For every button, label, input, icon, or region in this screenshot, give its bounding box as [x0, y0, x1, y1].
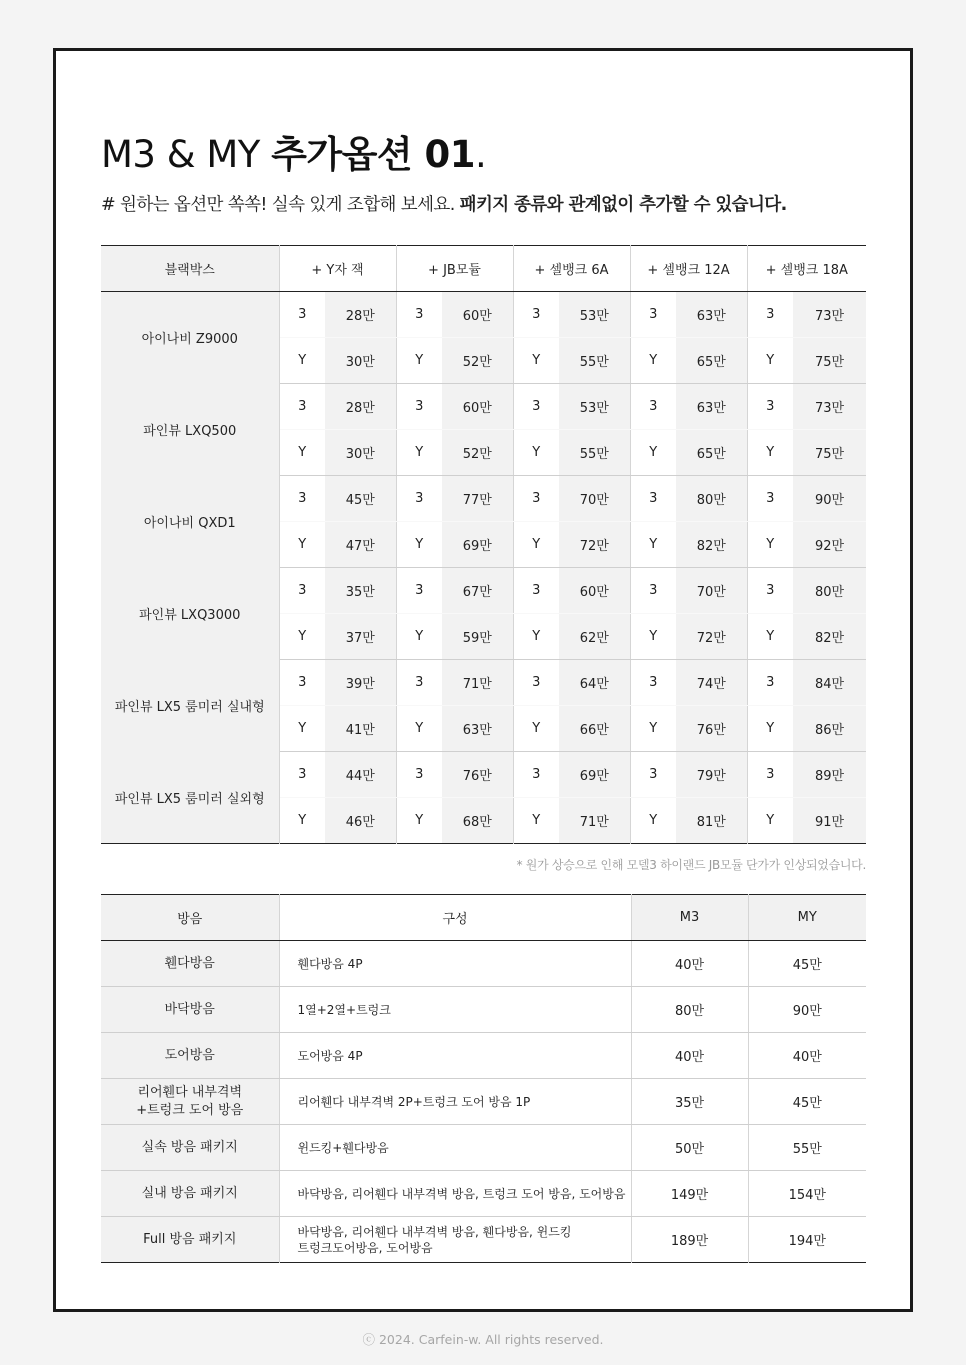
type-label: Y [279, 522, 325, 568]
product-name: 파인뷰 LXQ500 [101, 384, 279, 476]
price-cell: 81만 [676, 798, 747, 844]
price-cell: 69만 [442, 522, 513, 568]
table-row [101, 1217, 866, 1263]
type-label: Y [747, 522, 793, 568]
soundproof-table-body [101, 941, 866, 1263]
type-label: 3 [513, 476, 559, 522]
price-cell: 35만 [325, 568, 396, 614]
type-label: Y [396, 614, 442, 660]
soundproof-name-line: Full 방음 패키지 [143, 1231, 237, 1247]
table-row [101, 1125, 866, 1171]
price-cell: 70만 [676, 568, 747, 614]
price-cell: 60만 [442, 292, 513, 338]
type-label: 3 [630, 292, 676, 338]
type-label: Y [630, 614, 676, 660]
price-cell: 37만 [325, 614, 396, 660]
price-cell: 41만 [325, 706, 396, 752]
soundproof-name-line: 바닥방음 [164, 1001, 215, 1017]
price-cell: 62만 [559, 614, 630, 660]
price-cell: 55만 [559, 430, 630, 476]
type-label: Y [279, 798, 325, 844]
price-cell: 68만 [442, 798, 513, 844]
price-cell: 28만 [325, 384, 396, 430]
composition-cell [279, 987, 631, 1033]
table-row [101, 476, 866, 522]
type-label: 3 [747, 476, 793, 522]
type-label: Y [279, 614, 325, 660]
my-price: 90만 [748, 987, 866, 1033]
price-cell: 69만 [559, 752, 630, 798]
price-cell: 28만 [325, 292, 396, 338]
soundproof-name-line: 휀다방음 [164, 955, 215, 971]
table-row [101, 1079, 866, 1125]
price-cell: 73만 [793, 384, 866, 430]
my-price: 154만 [748, 1171, 866, 1217]
m3-price: 40만 [631, 1033, 748, 1079]
price-cell: 64만 [559, 660, 630, 706]
price-cell: 75만 [793, 338, 866, 384]
m3-price: 50만 [631, 1125, 748, 1171]
table-row [101, 941, 866, 987]
type-label: Y [279, 706, 325, 752]
header-composition: 구성 [279, 895, 631, 941]
type-label: 3 [747, 752, 793, 798]
type-label: 3 [279, 660, 325, 706]
type-label: 3 [279, 384, 325, 430]
type-label: 3 [279, 568, 325, 614]
price-cell: 44만 [325, 752, 396, 798]
type-label: Y [396, 706, 442, 752]
type-label: Y [747, 338, 793, 384]
m3-price: 80만 [631, 987, 748, 1033]
blackbox-table-body [101, 292, 866, 844]
table-row [101, 384, 866, 430]
type-label: 3 [630, 384, 676, 430]
price-cell: 76만 [442, 752, 513, 798]
price-cell: 80만 [793, 568, 866, 614]
price-cell: 63만 [676, 384, 747, 430]
composition-cell [279, 1033, 631, 1079]
price-cell: 65만 [676, 338, 747, 384]
type-label: Y [630, 522, 676, 568]
price-cell: 63만 [676, 292, 747, 338]
header-soundproof: 방음 [101, 895, 279, 941]
type-label: 3 [630, 660, 676, 706]
type-label: 3 [396, 752, 442, 798]
type-label: 3 [396, 292, 442, 338]
type-label: 3 [747, 660, 793, 706]
price-cell: 77만 [442, 476, 513, 522]
price-cell: 65만 [676, 430, 747, 476]
subtitle-bold: 패키지 종류와 관계없이 추가할 수 있습니다. [459, 195, 787, 215]
composition-cell [279, 1125, 631, 1171]
price-cell: 63만 [442, 706, 513, 752]
price-cell: 53만 [559, 384, 630, 430]
table-row [101, 660, 866, 706]
price-cell: 72만 [559, 522, 630, 568]
price-cell: 75만 [793, 430, 866, 476]
my-price: 45만 [748, 941, 866, 987]
type-label: 3 [513, 292, 559, 338]
type-label: Y [513, 430, 559, 476]
type-label: Y [630, 430, 676, 476]
table-row [101, 752, 866, 798]
header-m3: M3 [631, 895, 748, 941]
table-row [101, 1171, 866, 1217]
composition-line: 트렁크도어방음, 도어방음 [297, 1240, 433, 1255]
soundproof-name [101, 987, 279, 1033]
composition-line: 바닥방음, 리어휀다 내부격벽 방음, 휀다방음, 윈드킹 [297, 1224, 572, 1239]
type-label: Y [396, 430, 442, 476]
type-label: 3 [630, 476, 676, 522]
subtitle-regular: # 원하는 옵션만 쏙쏙! 실속 있게 조합해 보세요. [101, 195, 460, 215]
type-label: Y [513, 522, 559, 568]
title-dot: . [474, 133, 487, 176]
type-label: Y [747, 614, 793, 660]
type-label: 3 [630, 568, 676, 614]
type-label: 3 [747, 568, 793, 614]
price-cell: 70만 [559, 476, 630, 522]
product-name: 파인뷰 LX5 룸미러 실내형 [101, 660, 279, 752]
table-row [101, 987, 866, 1033]
header-cellbank-6a: + 셀뱅크 6A [513, 246, 630, 292]
soundproof-name-line: +트렁크 도어 방음 [136, 1102, 244, 1118]
type-label: 3 [396, 476, 442, 522]
soundproof-name-line: 실속 방음 패키지 [141, 1139, 238, 1155]
my-price: 40만 [748, 1033, 866, 1079]
type-label: Y [279, 338, 325, 384]
m3-price: 35만 [631, 1079, 748, 1125]
table-row [101, 1033, 866, 1079]
composition-line: 바닥방음, 리어휀다 내부격벽 방음, 트렁크 도어 방음, 도어방음 [297, 1186, 626, 1201]
type-label: 3 [396, 384, 442, 430]
my-price: 55만 [748, 1125, 866, 1171]
price-cell: 55만 [559, 338, 630, 384]
price-cell: 46만 [325, 798, 396, 844]
header-blackbox: 블랙박스 [101, 246, 279, 292]
type-label: 3 [630, 752, 676, 798]
soundproof-name-line: 도어방음 [164, 1047, 215, 1063]
type-label: 3 [513, 568, 559, 614]
type-label: 3 [396, 660, 442, 706]
price-cell: 91만 [793, 798, 866, 844]
soundproof-name-line: 실내 방음 패키지 [141, 1185, 238, 1201]
product-name: 아이나비 QXD1 [101, 476, 279, 568]
header-cellbank-18a: + 셀뱅크 18A [747, 246, 866, 292]
price-cell: 82만 [676, 522, 747, 568]
soundproof-table [101, 894, 866, 1263]
price-cell: 67만 [442, 568, 513, 614]
m3-price: 149만 [631, 1171, 748, 1217]
composition-line: 도어방음 4P [297, 1048, 363, 1063]
soundproof-header-row [101, 895, 866, 941]
type-label: 3 [279, 292, 325, 338]
blackbox-table [101, 245, 866, 844]
price-cell: 71만 [559, 798, 630, 844]
type-label: Y [630, 798, 676, 844]
product-name: 파인뷰 LX5 룸미러 실외형 [101, 752, 279, 844]
table-row [101, 568, 866, 614]
price-cell: 90만 [793, 476, 866, 522]
type-label: Y [513, 798, 559, 844]
price-cell: 80만 [676, 476, 747, 522]
m3-price: 40만 [631, 941, 748, 987]
my-price: 45만 [748, 1079, 866, 1125]
header-jb-module: + JB모듈 [396, 246, 513, 292]
price-note: * 원가 상승으로 인해 모델3 하이랜드 JB모듈 단가가 인상되었습니다. [516, 858, 866, 872]
type-label: Y [396, 338, 442, 384]
price-cell: 72만 [676, 614, 747, 660]
type-label: Y [630, 706, 676, 752]
composition-cell [279, 1079, 631, 1125]
type-label: Y [630, 338, 676, 384]
type-label: 3 [747, 292, 793, 338]
title-bold: 추가옵션 01 [271, 133, 475, 176]
price-cell: 66만 [559, 706, 630, 752]
type-label: 3 [279, 476, 325, 522]
price-cell: 79만 [676, 752, 747, 798]
header-my: MY [748, 895, 866, 941]
composition-cell [279, 1217, 631, 1263]
price-cell: 76만 [676, 706, 747, 752]
page-title [101, 131, 486, 179]
product-name: 아이나비 Z9000 [101, 292, 279, 384]
type-label: Y [513, 614, 559, 660]
soundproof-name-line: 리어휀다 내부격벽 [137, 1084, 243, 1100]
price-cell: 74만 [676, 660, 747, 706]
composition-line: 휀다방음 4P [297, 956, 363, 971]
header-cellbank-12a: + 셀뱅크 12A [630, 246, 747, 292]
price-cell: 30만 [325, 430, 396, 476]
product-name: 파인뷰 LXQ3000 [101, 568, 279, 660]
price-cell: 86만 [793, 706, 866, 752]
content-frame [53, 48, 913, 1312]
type-label: 3 [513, 660, 559, 706]
price-cell: 47만 [325, 522, 396, 568]
price-cell: 59만 [442, 614, 513, 660]
soundproof-name [101, 1079, 279, 1125]
price-cell: 53만 [559, 292, 630, 338]
copyright-footer: ⓒ 2024. Carfein-w. All rights reserved. [362, 1332, 604, 1347]
composition-cell [279, 941, 631, 987]
soundproof-name [101, 941, 279, 987]
type-label: Y [747, 430, 793, 476]
table-row [101, 292, 866, 338]
type-label: Y [747, 798, 793, 844]
type-label: Y [513, 706, 559, 752]
soundproof-name [101, 1033, 279, 1079]
price-cell: 73만 [793, 292, 866, 338]
soundproof-name [101, 1217, 279, 1263]
composition-line: 윈드킹+휀다방음 [297, 1140, 389, 1155]
header-y-jack: + Y자 잭 [279, 246, 396, 292]
type-label: 3 [513, 384, 559, 430]
m3-price: 189만 [631, 1217, 748, 1263]
composition-line: 리어휀다 내부격벽 2P+트렁크 도어 방음 1P [297, 1094, 531, 1109]
composition-line: 1열+2열+트렁크 [297, 1002, 391, 1017]
type-label: Y [279, 430, 325, 476]
type-label: Y [513, 338, 559, 384]
page-subtitle [101, 191, 787, 216]
type-label: Y [396, 798, 442, 844]
price-cell: 52만 [442, 338, 513, 384]
price-cell: 30만 [325, 338, 396, 384]
type-label: 3 [747, 384, 793, 430]
price-cell: 71만 [442, 660, 513, 706]
my-price: 194만 [748, 1217, 866, 1263]
price-cell: 89만 [793, 752, 866, 798]
price-cell: 45만 [325, 476, 396, 522]
soundproof-name [101, 1171, 279, 1217]
title-regular: M3 & MY [101, 133, 272, 176]
price-cell: 92만 [793, 522, 866, 568]
price-cell: 60만 [559, 568, 630, 614]
price-cell: 60만 [442, 384, 513, 430]
type-label: 3 [396, 568, 442, 614]
type-label: 3 [279, 752, 325, 798]
type-label: Y [396, 522, 442, 568]
composition-cell [279, 1171, 631, 1217]
soundproof-name [101, 1125, 279, 1171]
type-label: Y [747, 706, 793, 752]
blackbox-header-row [101, 246, 866, 292]
price-cell: 52만 [442, 430, 513, 476]
price-cell: 39만 [325, 660, 396, 706]
type-label: 3 [513, 752, 559, 798]
price-cell: 82만 [793, 614, 866, 660]
price-cell: 84만 [793, 660, 866, 706]
